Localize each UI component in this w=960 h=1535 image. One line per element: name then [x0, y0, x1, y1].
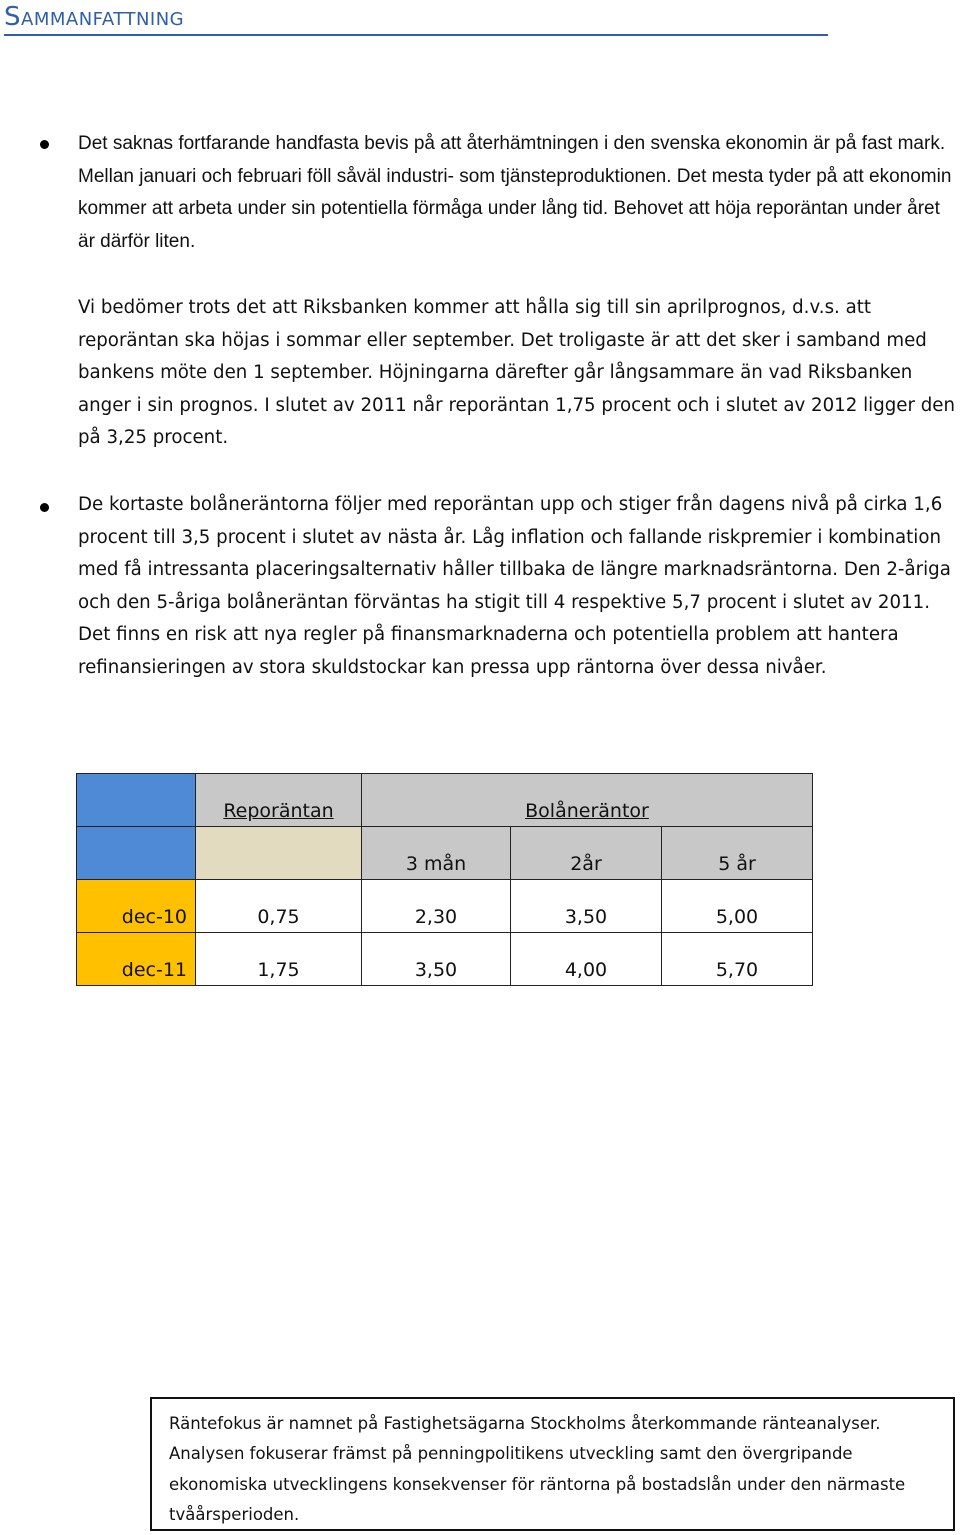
table-cell: 5,70 — [662, 933, 813, 986]
info-box-line-2: Analysen fokuserar främst på penningpolitikens utveckling samt den övergripande ekonomiska utvecklingens konsekvenser för räntorna på bostadslån under den närmaste tvåårsperioden. — [169, 1444, 906, 1524]
table-cell: 3,50 — [362, 933, 511, 986]
sub-header-2ar: 2år — [511, 827, 662, 880]
table-corner-cell — [77, 774, 196, 827]
info-box — [150, 1397, 955, 1531]
table-cell: 4,00 — [511, 933, 662, 986]
summary-paragraph-2: Vi bedömer trots det att Riksbanken kommer att hålla sig till sin aprilprognos, d.v.s. att reporäntan ska höjas i sommar eller september. Det troligaste är att det sker i samband med bankens möte den 1 september. Höjningarna därefter går långsammare än vad Riksbanken anger i sin prognos. I slutet av 2011 når reporäntan 1,75 procent och i slutet av 2012 ligger den på 3,25 procent. — [78, 297, 955, 449]
sub-header-5ar: 5 år — [662, 827, 813, 880]
row-label: dec-10 — [77, 880, 196, 933]
header-bolan: Bolåneräntor — [362, 774, 813, 827]
rates-table — [76, 773, 813, 986]
page-title: Sammanfattning — [4, 2, 828, 36]
info-box-line-1: Räntefokus är namnet på Fastighetsägarna Stockholms återkommande ränteanalyser. — [169, 1414, 881, 1433]
table-cell: 2,30 — [362, 880, 511, 933]
table-cell: 1,75 — [196, 933, 362, 986]
table-corner-cell — [77, 827, 196, 880]
table-cell: 5,00 — [662, 880, 813, 933]
table-row — [77, 880, 813, 933]
bullet-icon — [40, 140, 49, 149]
table-row — [77, 933, 813, 986]
summary-paragraph-3: De kortaste bolåneräntorna följer med reporäntan upp och stiger från dagens nivå på cirka 1,6 procent till 3,5 procent i slutet av nästa år. Låg inflation och fallande riskpremier i kombination med få intressanta placeringsalternativ håller tillbaka de längre marknadsräntorna. Den 2-åriga och den 5-åriga bolåneräntan förväntas ha stigit till 4 respektive 5,7 procent i slutet av 2011. Det finns en risk att nya regler på finansmarknaderna och potentiella problem att hantera refinansieringen av stora skuldstockar kan pressa upp räntorna över dessa nivåer. — [78, 494, 951, 678]
sub-header-3man: 3 mån — [362, 827, 511, 880]
header-repo-sub — [196, 827, 362, 880]
header-repo: Reporäntan — [196, 774, 362, 827]
row-label: dec-11 — [77, 933, 196, 986]
table-cell: 0,75 — [196, 880, 362, 933]
summary-paragraph-1: Det saknas fortfarande handfasta bevis på att återhämtningen i den svenska ekonomin är på fast mark. Mellan januari och februari föll såväl industri- som tjänsteproduktionen. Det mesta tyder på att ekonomin kommer att arbeta under sin potentiella förmåga under lång tid. Behovet att höja reporäntan under året är därför liten. — [78, 133, 952, 252]
bullet-icon — [40, 503, 49, 512]
table-cell: 3,50 — [511, 880, 662, 933]
